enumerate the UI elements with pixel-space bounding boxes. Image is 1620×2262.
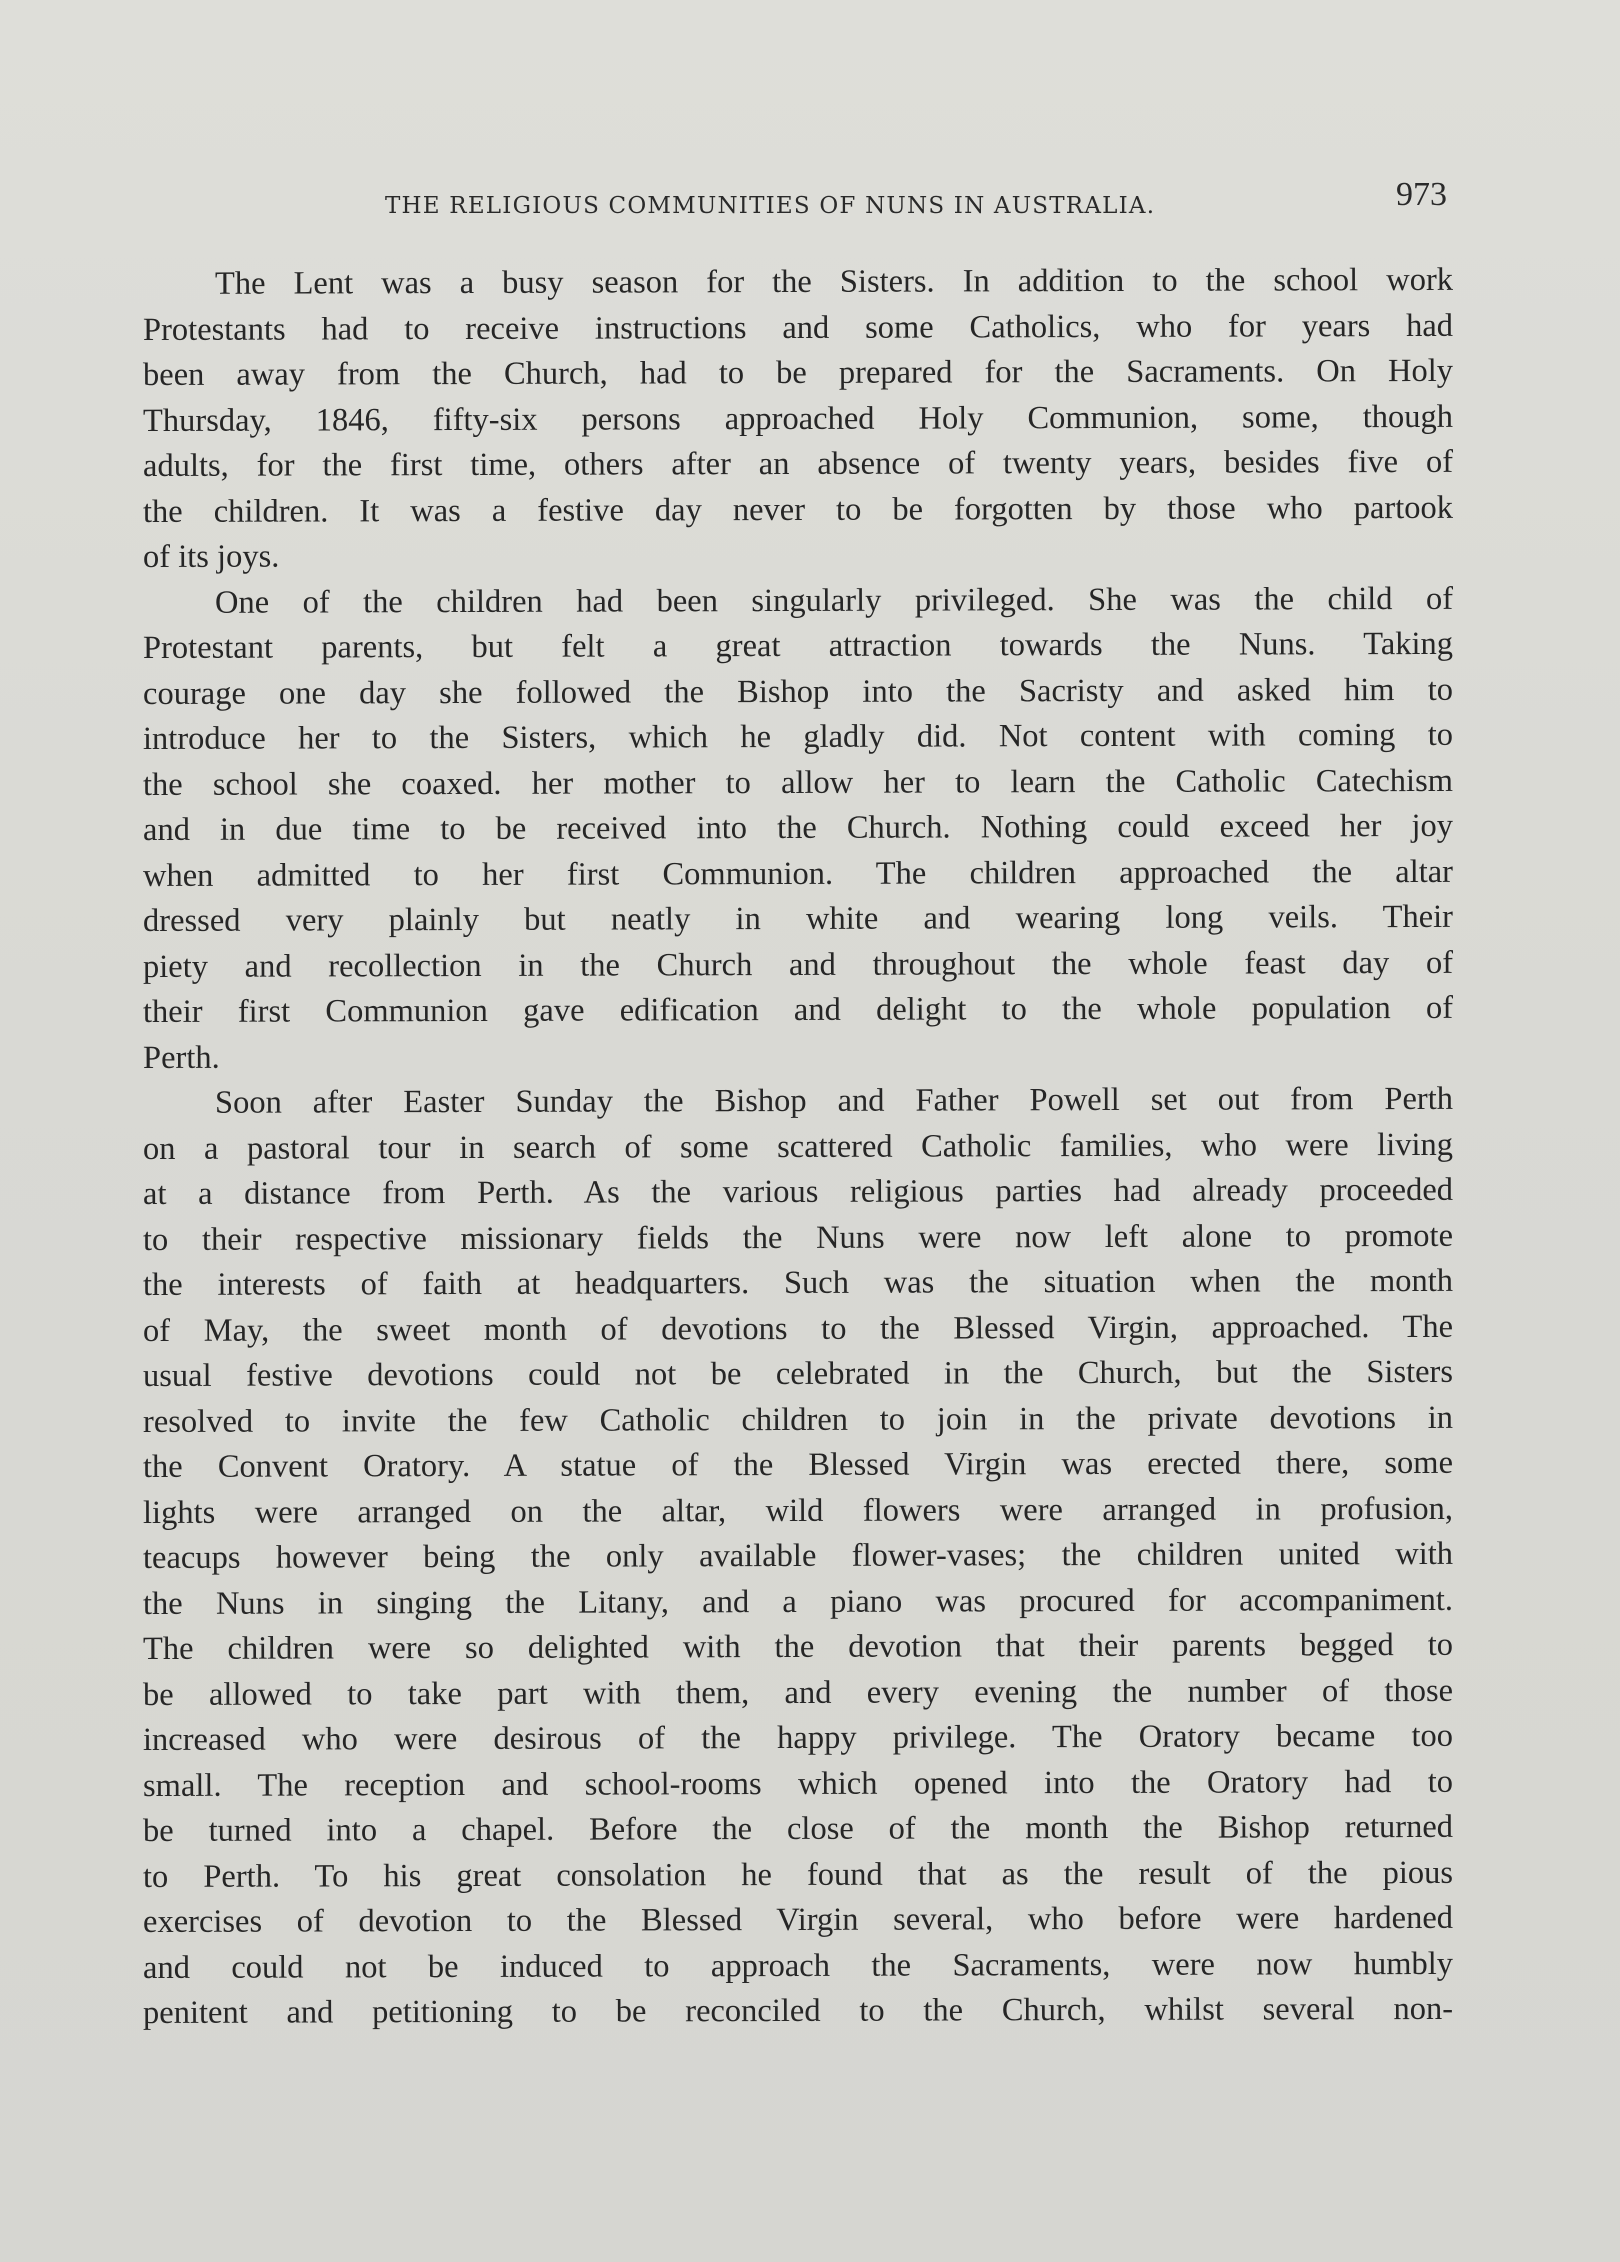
text-line: and in due time to be received into the Church. Nothing could exceed her joy [142,807,1454,848]
text-line: increased who were desirous of the happy privilege. The Oratory became too [142,1717,1454,1758]
text-line: the school she coaxed. her mother to allow her to learn the Catholic Catechism [142,762,1454,803]
text-line: the children. It was a festive day never to be forgotten by those who partook [142,489,1454,530]
text-line: The children were so delighted with the devotion that their parents begged to [142,1626,1454,1667]
text-line: resolved to invite the few Catholic children to join in the private devotions in [142,1399,1454,1440]
text-line: be allowed to take part with them, and every evening the number of those [142,1672,1454,1713]
text-line: piety and recollection in the Church and throughout the whole feast day of [142,944,1454,985]
text-line: exercises of devotion to the Blessed Virgin several, who before were hardened [142,1899,1454,1940]
text-line: be turned into a chapel. Before the close of the month the Bishop returned [142,1808,1454,1849]
text-line: of May, the sweet month of devotions to the Blessed Virgin, approached. The [142,1308,1454,1349]
text-line: of its joys. [142,538,280,575]
text-line: introduce her to the Sisters, which he gladly did. Not content with coming to [142,716,1454,757]
text-line: the interests of faith at headquarters. Such was the situation when the month [142,1262,1454,1303]
text-line: their first Communion gave edification and delight to the whole population of [142,989,1454,1030]
text-line: Perth. [142,1039,220,1076]
text-line: penitent and petitioning to be reconciled to the Church, whilst several non- [142,1990,1454,2031]
paragraph [143,1081,1453,2037]
text-line: when admitted to her first Communion. The children approached the altar [142,853,1454,894]
text-line: on a pastoral tour in search of some scattered Catholic families, who were living [142,1126,1454,1167]
text-line: to Perth. To his great consolation he found that as the result of the pious [142,1854,1454,1895]
running-title: THE RELIGIOUS COMMUNITIES OF NUNS IN AUSTRALIA. [385,193,1156,219]
text-line: at a distance from Perth. As the various religious parties had already proceeded [142,1171,1454,1212]
text-line: dressed very plainly but neatly in white and wearing long veils. Their [142,898,1454,939]
text-line: Soon after Easter Sunday the Bishop and Father Powell set out from Perth [214,1080,1454,1121]
text-line: courage one day she followed the Bishop into the Sacristy and asked him to [142,671,1454,712]
text-line: One of the children had been singularly privileged. She was the child of [214,580,1454,621]
text-line: Protestant parents, but felt a great attraction towards the Nuns. Taking [142,625,1454,666]
text-line: teacups however being the only available flower-vases; the children united with [142,1535,1454,1576]
paragraph [143,581,1453,1082]
text-line: Thursday, 1846, fifty-six persons approached Holy Communion, some, though [142,398,1454,439]
text-line: been away from the Church, had to be prepared for the Sacraments. On Holy [142,352,1454,393]
paragraph [143,262,1453,581]
body-text [143,262,1453,2037]
text-line: lights were arranged on the altar, wild flowers were arranged in profusion, [142,1490,1454,1531]
text-line: the Convent Oratory. A statue of the Blessed Virgin was erected there, some [142,1444,1454,1485]
text-line: and could not be induced to approach the Sacraments, were now humbly [142,1945,1454,1986]
text-line: the Nuns in singing the Litany, and a piano was procured for accompaniment. [142,1581,1454,1622]
page-number: 973 [1396,176,1447,213]
text-line: The Lent was a busy season for the Sisters. In addition to the school work [214,261,1454,302]
text-line: Protestants had to receive instructions and some Catholics, who for years had [142,307,1454,348]
text-line: usual festive devotions could not be celebrated in the Church, but the Sisters [142,1353,1454,1394]
text-line: small. The reception and school-rooms which opened into the Oratory had to [142,1763,1454,1804]
text-line: to their respective missionary fields the Nuns were now left alone to promote [142,1217,1454,1258]
text-line: adults, for the first time, others after an absence of twenty years, besides five of [142,443,1454,484]
